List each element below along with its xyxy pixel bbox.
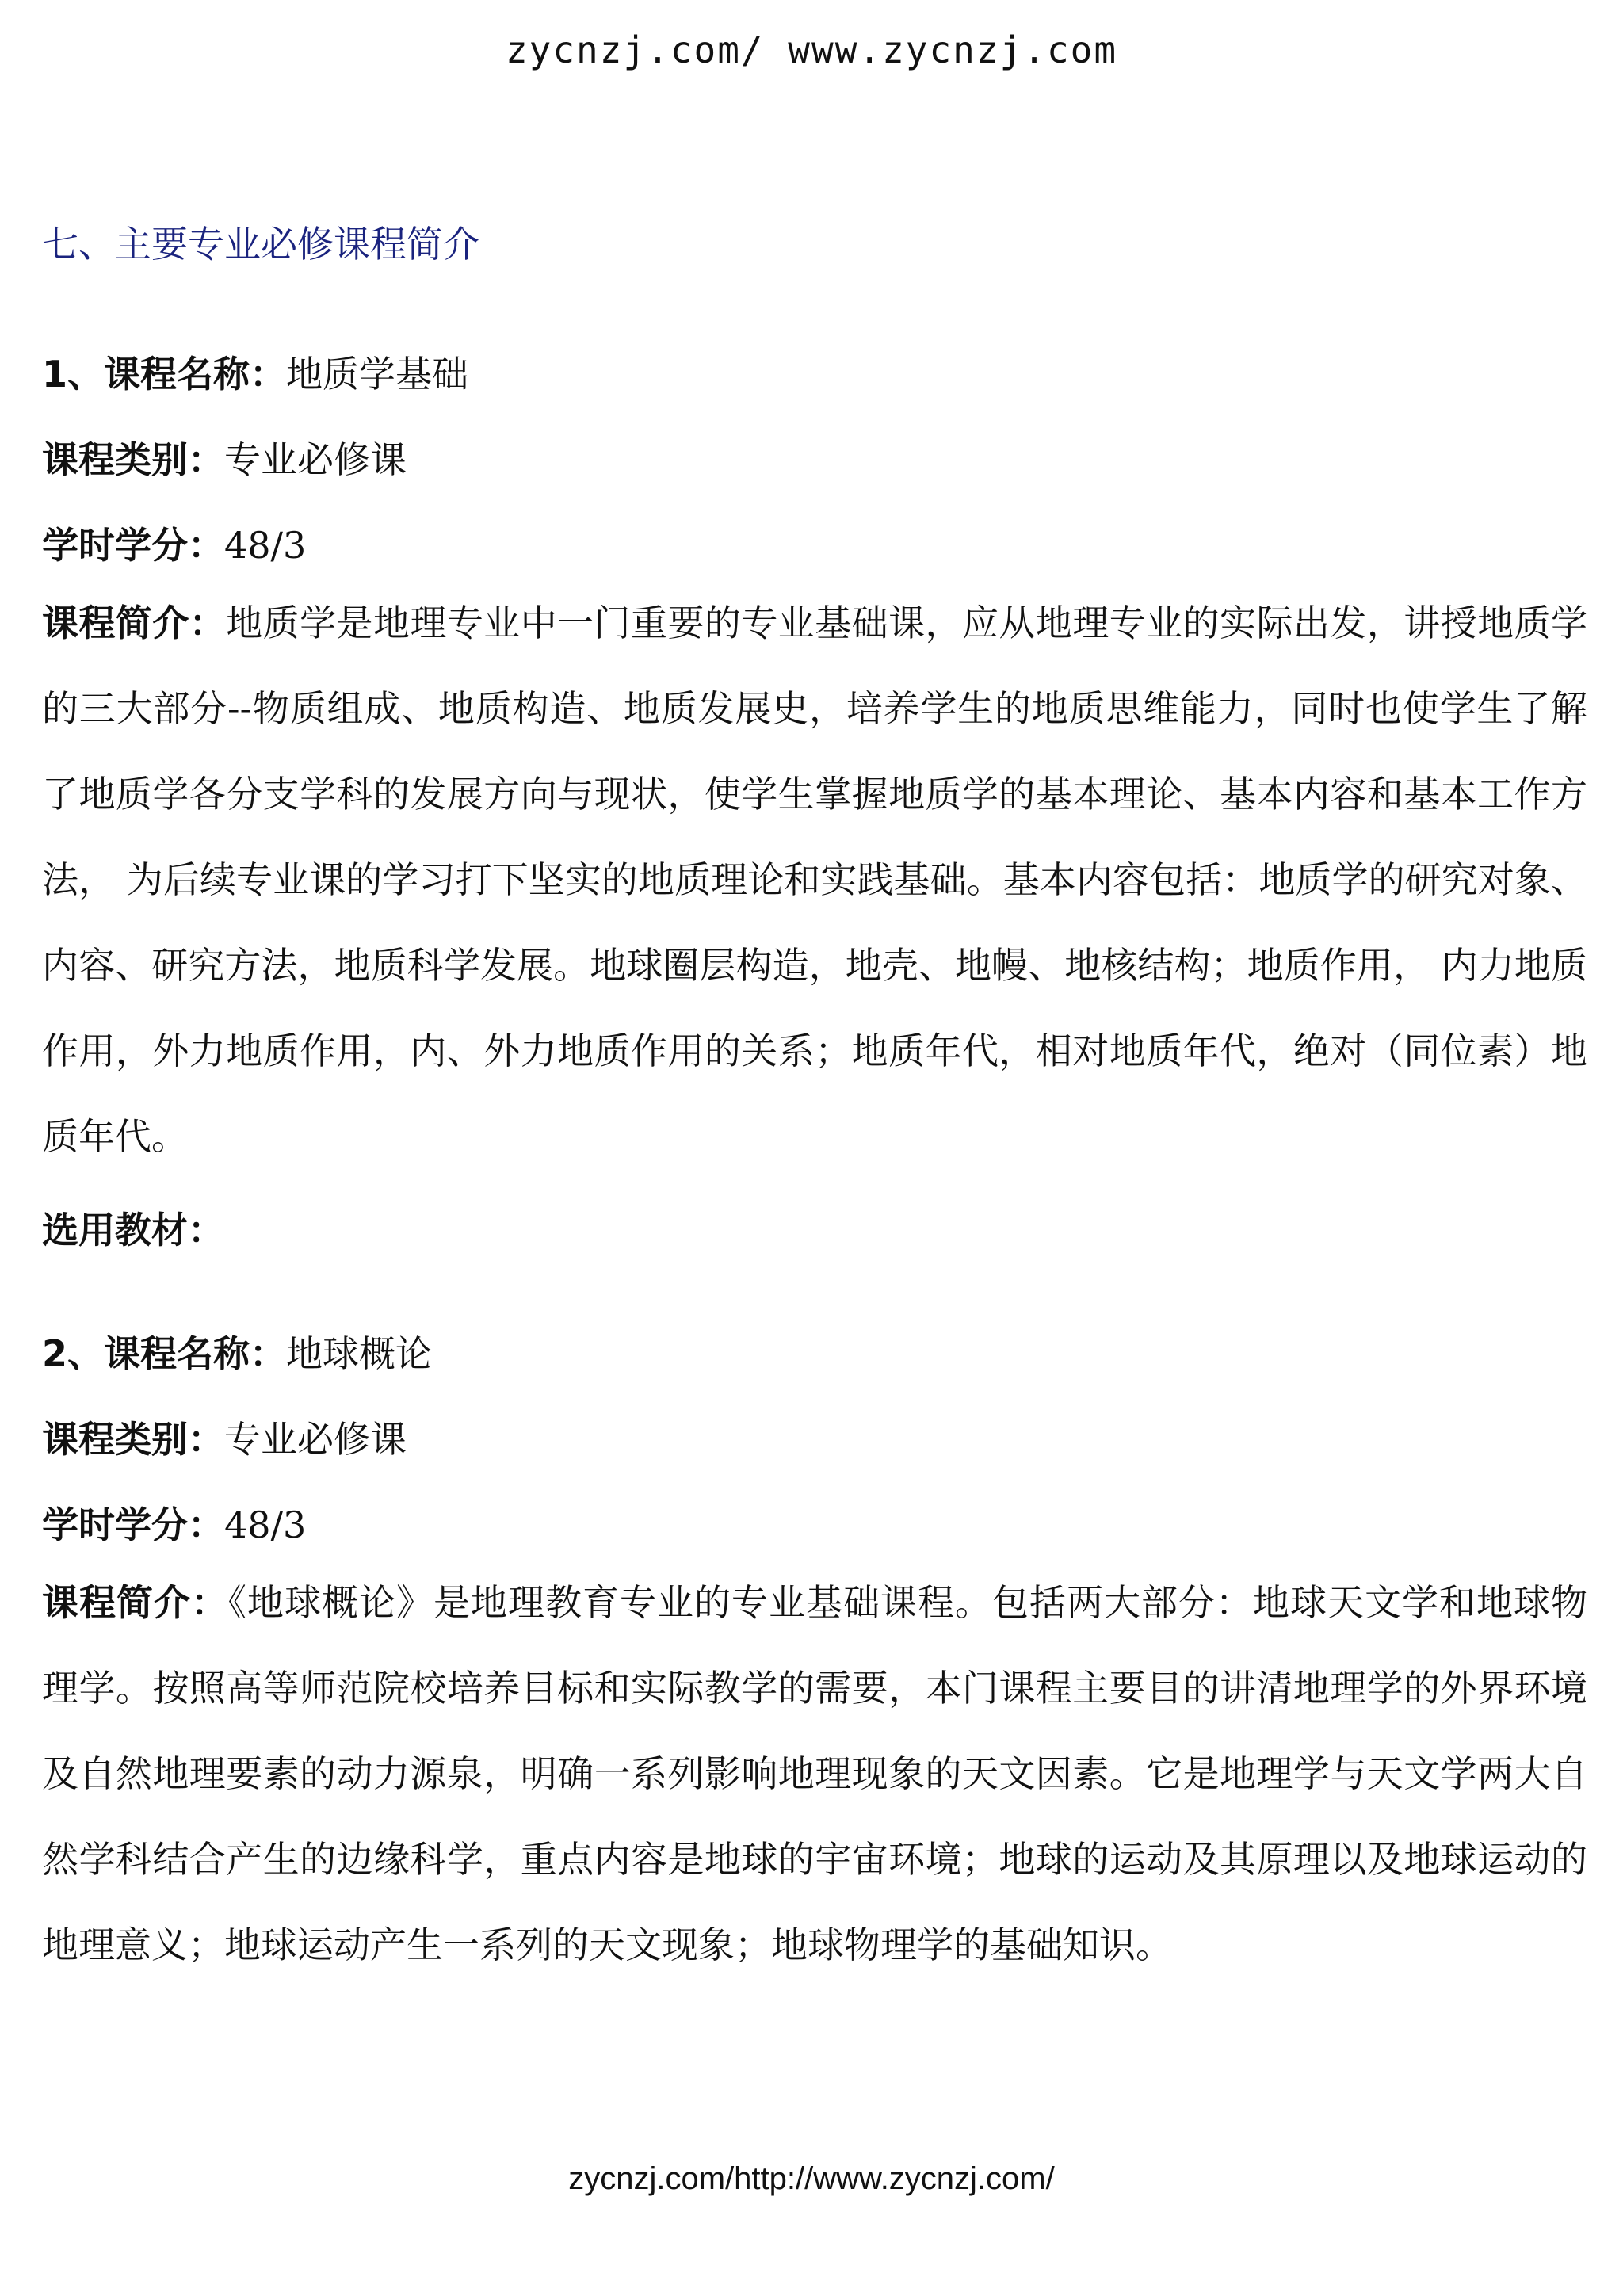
course-name-label: 1、课程名称： bbox=[42, 353, 287, 395]
course-1-name-row bbox=[42, 346, 468, 398]
course-category: 专业必修课 bbox=[224, 1418, 407, 1461]
course-2-name-row bbox=[42, 1325, 432, 1377]
course-1-intro bbox=[42, 580, 1587, 1179]
course-1-hours-row bbox=[42, 517, 306, 569]
section-title: 七、主要专业必修课程简介 bbox=[42, 223, 479, 266]
course-1-category-row bbox=[42, 431, 407, 483]
course-intro-text: 《地球概论》是地理教育专业的专业基础课程。包括两大部分：地球天文学和地球物理学。按照高等师范院校培养目标和实际教学的需要，本门课程主要目的讲清地理学的外界环境及自然地理要素的动力源泉，明确一系列影响地理现象的天文因素。它是地理学与天文学两大自然学科结合产生的边缘科学，重点内容是地球的宇宙环境；地球的运动及其原理以及地球运动的地理意义；地球运动产生一系列的天文现象；地球物理学的基础知识。 bbox=[42, 1581, 1587, 1966]
course-name-label: 2、课程名称： bbox=[42, 1332, 287, 1375]
course-1-textbook-row bbox=[42, 1201, 224, 1254]
course-name: 地质学基础 bbox=[286, 353, 469, 395]
course-category: 专业必修课 bbox=[224, 438, 407, 481]
course-intro-label: 课程简介： bbox=[42, 1581, 228, 1624]
course-intro-label: 课程简介： bbox=[42, 602, 227, 644]
course-name: 地球概论 bbox=[286, 1332, 433, 1375]
footer-url: zycnzj.com/http://www.zycnzj.com/ bbox=[568, 2161, 1055, 2196]
course-intro-text: 地质学是地理专业中一门重要的专业基础课，应从地理专业的实际出发，讲授地质学的三大部分--物质组成、地质构造、地质发展史，培养学生的地质思维能力，同时也使学生了解了地质学各分支学科的发展方向与现状，使学生掌握地质学的基本理论、基本内容和基本工作方法， 为后续专业课的学习打下坚实的地质理论和实践基础。基本内容包括：地质学的研究对象、内容、研究方法，地质科学发展。地球圈层构造，地壳、地幔、地核结构；地质作用， 内力地质作用，外力地质作用，内、外力地质作用的关系；地质年代，相对地质年代，绝对（同位素）地质年代。 bbox=[42, 602, 1588, 1158]
course-2-category-row bbox=[42, 1411, 407, 1463]
course-hours-label: 学时学分： bbox=[42, 1503, 224, 1546]
course-hours-label: 学时学分： bbox=[42, 524, 224, 567]
header-url: zycnzj.com/ www.zycnzj.com bbox=[505, 29, 1118, 71]
course-category-label: 课程类别： bbox=[42, 1418, 224, 1461]
course-2-intro bbox=[42, 1560, 1587, 1988]
course-textbook-label: 选用教材： bbox=[42, 1209, 224, 1251]
course-category-label: 课程类别： bbox=[42, 438, 224, 481]
course-hours: 48/3 bbox=[224, 524, 307, 567]
course-hours: 48/3 bbox=[224, 1503, 307, 1546]
course-2-hours-row bbox=[42, 1496, 306, 1549]
